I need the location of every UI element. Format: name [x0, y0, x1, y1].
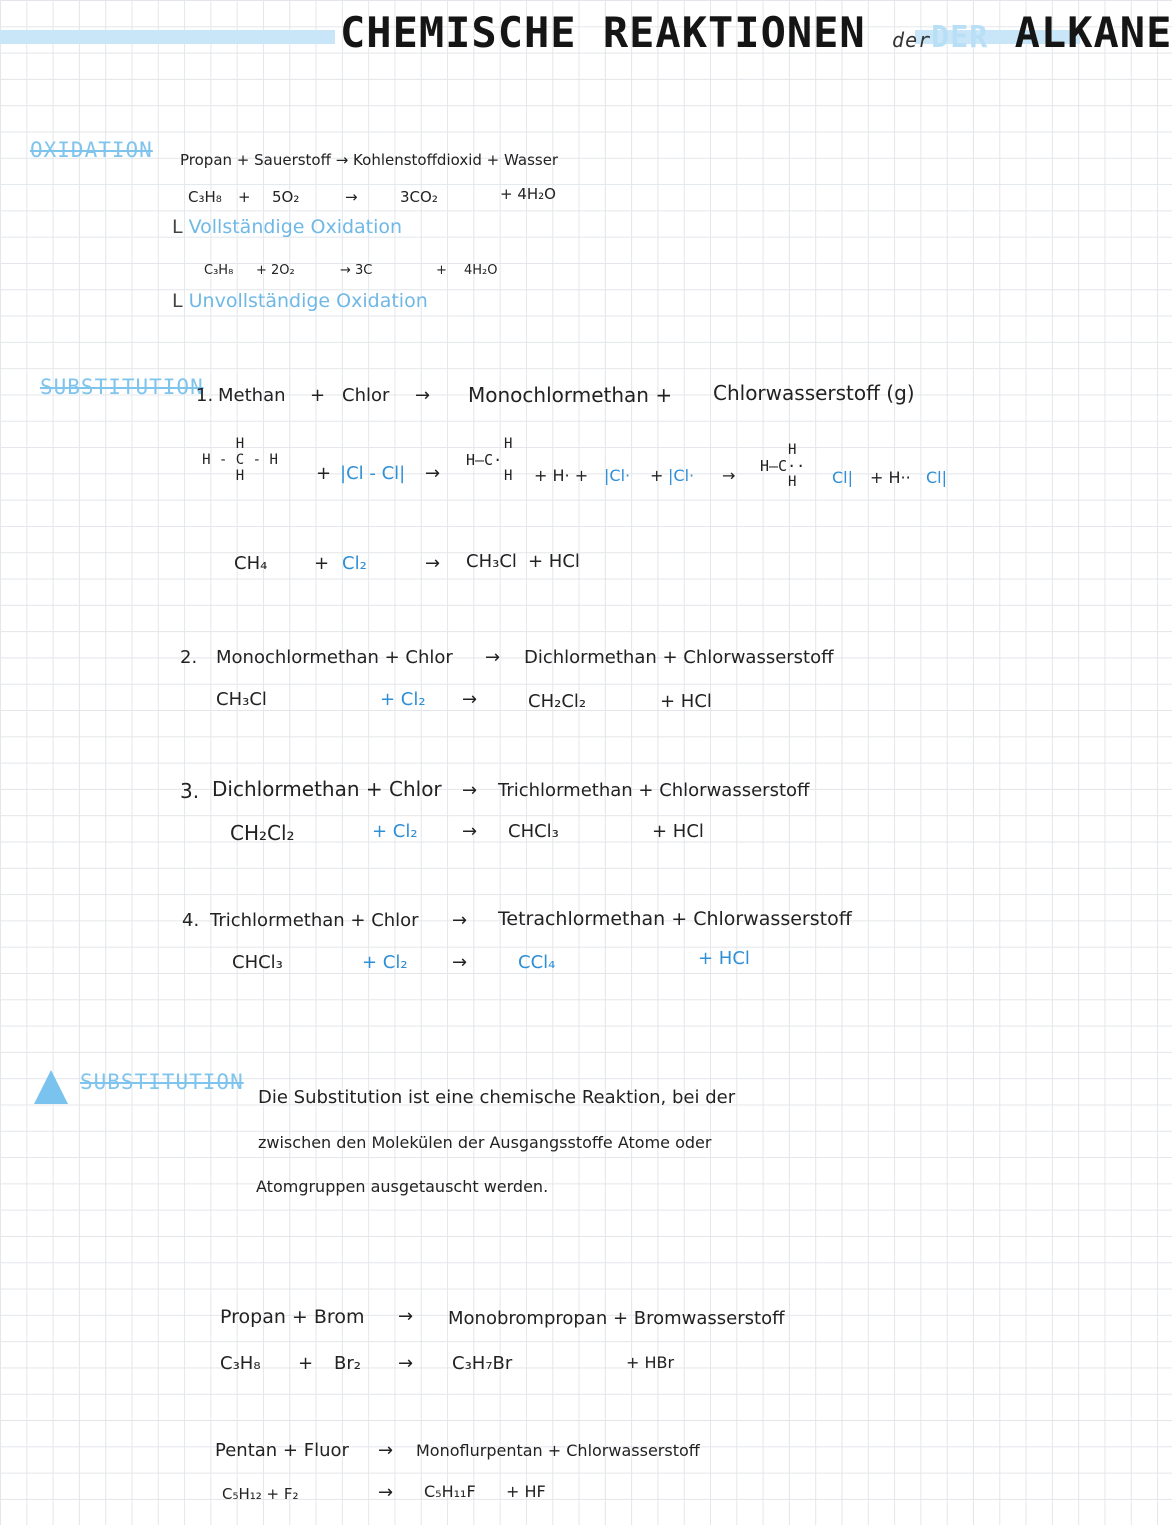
step2-f-product2: + HCl [660, 691, 712, 712]
ex1-f-reactant1: C₃H₈ [220, 1353, 261, 1374]
step4-number: 4. [182, 910, 200, 931]
ox-complete-reactant2: 5O₂ [272, 188, 300, 206]
ox-complete-arrow: → [345, 188, 358, 206]
title-connector-ghost: DER [931, 20, 989, 55]
title-main: CHEMISCHE REAKTIONEN [340, 8, 866, 57]
cl-radical-2: |Cl· [668, 466, 695, 485]
step1-formula-reactant1: CH₄ [234, 553, 268, 574]
step2-f-product1: CH₂Cl₂ [528, 691, 587, 712]
step1-plus-h: + H· + [534, 466, 589, 485]
cl-radical-1: |Cl· [604, 466, 631, 485]
ox-complete-product2: + 4H₂O [500, 185, 556, 203]
ex1-word-left: Propan + Brom [220, 1306, 365, 1328]
step4-f-product2: + HCl [698, 948, 750, 969]
step1-arrow3: → [722, 466, 736, 485]
step3-f-reactant1: CH₂Cl₂ [230, 821, 295, 845]
step4-arrow: → [452, 910, 468, 931]
step3-number: 3. [180, 779, 200, 803]
step3-word-right: Trichlormethan + Chlorwasserstoff [498, 780, 810, 801]
step1-formula-arrow: → [425, 553, 441, 574]
oxidation-label: OXIDATION [30, 138, 153, 162]
chloromethane-core: H—C·· [760, 457, 806, 475]
ex1-f-product1: C₃H₇Br [452, 1353, 513, 1374]
hcl-cl: Cl| [926, 468, 948, 487]
step3-f-reactant2: + Cl₂ [372, 821, 418, 842]
title-connector: der [892, 28, 932, 52]
step2-f-reactant1: CH₃Cl [216, 689, 267, 710]
step4-f-reactant2: + Cl₂ [362, 952, 408, 973]
ox-complete-note-text: Vollständige Oxidation [188, 216, 403, 238]
ex1-arrow: → [398, 1306, 414, 1327]
definition-label: SUBSTITUTION [80, 1070, 244, 1094]
ex1-word-right: Monobrompropan + Bromwasserstoff [448, 1308, 785, 1329]
step1-formula-product2: + HCl [528, 551, 580, 572]
ox-incomplete-note: L Unvollständige Oxidation [172, 290, 428, 312]
methane-h-top: H [235, 436, 245, 452]
methane-h-bottom: H [235, 468, 245, 484]
ex2-f-product2: + HF [506, 1482, 546, 1501]
definition-line3: Atomgruppen ausgetauscht werden. [256, 1177, 549, 1196]
methane-middle: H - C - H [202, 452, 278, 468]
step4-word-left: Trichlormethan + Chlor [210, 910, 419, 931]
ox-incomplete-reactant1: C₃H₈ [204, 263, 234, 278]
definition-line2: zwischen den Molekülen der Ausgangsstoffe Atome oder [258, 1133, 712, 1152]
step1-formula-product1: CH₃Cl [466, 551, 517, 572]
step1-reactant2: Chlor [342, 385, 390, 406]
ex1-f-arrow: → [398, 1353, 414, 1374]
ox-complete-product1: 3CO₂ [400, 188, 438, 206]
ex2-arrow: → [378, 1440, 394, 1461]
step2-word-right: Dichlormethan + Chlorwasserstoff [524, 647, 834, 668]
step1-reactant1: Methan [218, 385, 286, 406]
ex1-f-plus: + [298, 1353, 314, 1374]
step1-arrow2: → [425, 463, 441, 484]
ox-incomplete-product2: 4H₂O [464, 263, 498, 278]
page-title [340, 8, 1172, 57]
warning-triangle-icon [34, 1070, 68, 1104]
methyl-radical-structure: H H—C· H [466, 436, 546, 484]
ox-complete-note: L Vollständige Oxidation [172, 216, 403, 238]
step3-f-product2: + HCl [652, 821, 704, 842]
ex2-f-arrow: → [378, 1482, 394, 1503]
ox-incomplete-note-text: Unvollständige Oxidation [188, 290, 428, 312]
step2-f-arrow: → [462, 689, 478, 710]
methane-structure [200, 436, 280, 484]
ox-incomplete-plus: + [436, 263, 447, 278]
title-end: ALKANE [1014, 8, 1172, 57]
step2-arrow: → [485, 647, 501, 668]
ex2-f-reactants: C₅H₁₂ + F₂ [222, 1485, 299, 1503]
ex1-f-reactant2: Br₂ [334, 1353, 361, 1374]
definition-line1: Die Substitution ist eine chemische Reaktion, bei der [258, 1087, 736, 1108]
ox-complete-plus: + [238, 188, 251, 206]
ox-incomplete-arrow-product: → 3C [340, 263, 373, 278]
step1-plus-cl: + [650, 466, 664, 485]
methyl-radical: H—C· [466, 451, 503, 469]
step1-formula-reactant2: Cl₂ [342, 553, 367, 574]
step3-f-arrow: → [462, 821, 478, 842]
step4-word-right: Tetrachlormethan + Chlorwasserstoff [498, 908, 852, 930]
oxidation-word-equation: Propan + Sauerstoff → Kohlenstoffdioxid + Wasser [180, 151, 559, 169]
step4-f-arrow: → [452, 952, 468, 973]
ex1-f-product2: + HBr [626, 1353, 675, 1372]
ex2-f-product1: C₅H₁₁F [424, 1482, 476, 1501]
title-highlight-left [0, 30, 335, 44]
ox-complete-reactant1: C₃H₈ [188, 188, 222, 206]
step1-product2: Chlorwasserstoff (g) [713, 381, 915, 405]
cl-product: Cl| [832, 468, 854, 487]
step3-f-product1: CHCl₃ [508, 821, 559, 842]
step2-f-reactant2: + Cl₂ [380, 689, 426, 710]
step1-formula-plus: + [314, 553, 330, 574]
step2-number: 2. [180, 647, 198, 668]
step1-arrow: → [415, 385, 431, 406]
cl2-lewis: |Cl - Cl| [340, 463, 406, 484]
substitution-label: SUBSTITUTION [40, 375, 204, 399]
step1-plus2: + [316, 463, 332, 484]
hcl-product: + H·· [870, 468, 911, 487]
ex2-word-right: Monoflurpentan + Chlorwasserstoff [416, 1441, 700, 1460]
step1-number: 1. [196, 385, 214, 406]
chloromethane-structure: H H—C·· H [760, 442, 830, 490]
step4-f-reactant1: CHCl₃ [232, 952, 283, 973]
step4-f-product1: CCl₄ [518, 952, 556, 973]
ex2-word-left: Pentan + Fluor [215, 1440, 349, 1461]
step1-plus1: + [310, 385, 326, 406]
ox-incomplete-reactant2: + 2O₂ [256, 263, 295, 278]
step3-word-left: Dichlormethan + Chlor [212, 777, 442, 801]
step1-product1: Monochlormethan + [468, 383, 673, 407]
step3-arrow: → [462, 780, 478, 801]
step2-word-left: Monochlormethan + Chlor [216, 647, 453, 668]
